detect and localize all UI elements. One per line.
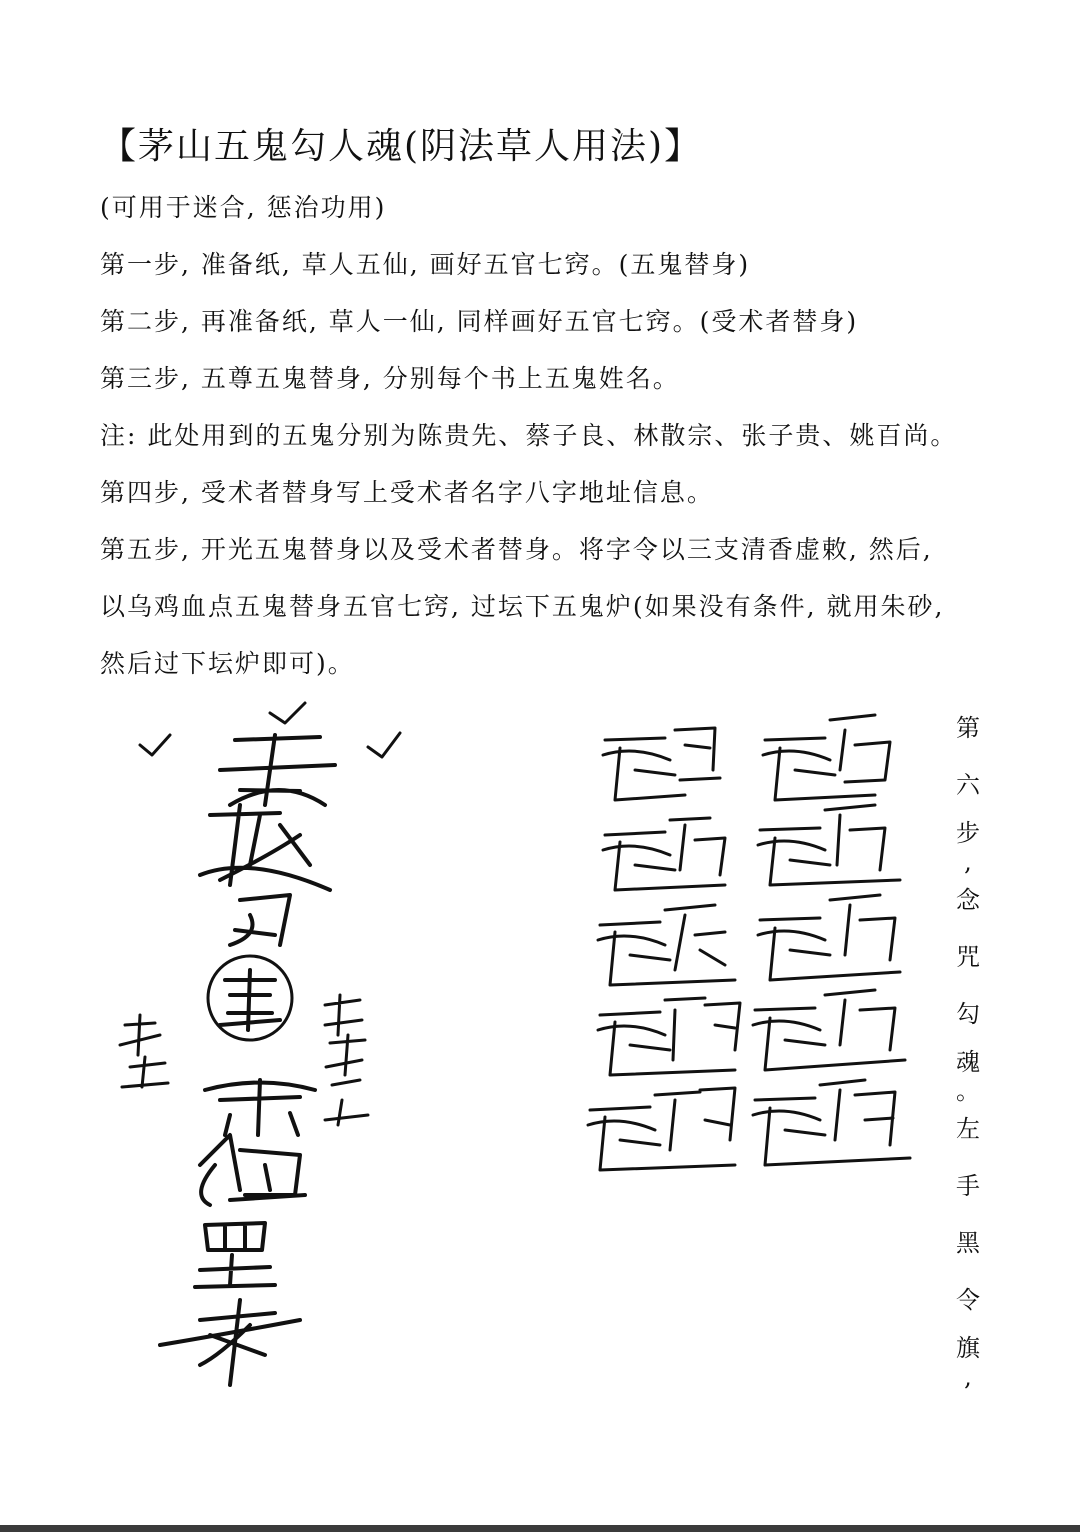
step-1-line: 第一步, 准备纸, 草人五仙, 画好五官七窍。(五鬼替身) xyxy=(100,250,751,279)
step-3-line: 第三步, 五尊五鬼替身, 分别每个书上五鬼姓名。 xyxy=(100,364,680,393)
step-5-line-cont: 以乌鸡血点五鬼替身五官七窍, 过坛下五鬼炉(如果没有条件, 就用朱砂, xyxy=(100,592,945,621)
right-talisman-image xyxy=(575,700,920,1190)
vertical-step-6-text: 第 六 步 , 念 咒 勾 魂 。 左 手 黑 令 旗 , xyxy=(956,714,980,1391)
left-talisman-image xyxy=(100,695,460,1395)
note-line: 注: 此处用到的五鬼分别为陈贵先、蔡子良、林散宗、张子贵、姚百尚。 xyxy=(100,421,958,450)
subtitle-line: (可用于迷合, 惩治功用) xyxy=(100,193,387,222)
step-2-line: 第二步, 再准备纸, 草人一仙, 同样画好五官七窍。(受术者替身) xyxy=(100,307,859,336)
step-4-line: 第四步, 受术者替身写上受术者名字八字地址信息。 xyxy=(100,478,714,507)
document-title: 【茅山五鬼勾人魂(阴法草人用法)】 xyxy=(100,126,703,167)
step-5-line-end: 然后过下坛炉即可)。 xyxy=(100,649,355,678)
bottom-edge-bar xyxy=(0,1525,1080,1532)
step-5-line: 第五步, 开光五鬼替身以及受术者替身。将字令以三支清香虚敕, 然后, xyxy=(100,535,933,564)
